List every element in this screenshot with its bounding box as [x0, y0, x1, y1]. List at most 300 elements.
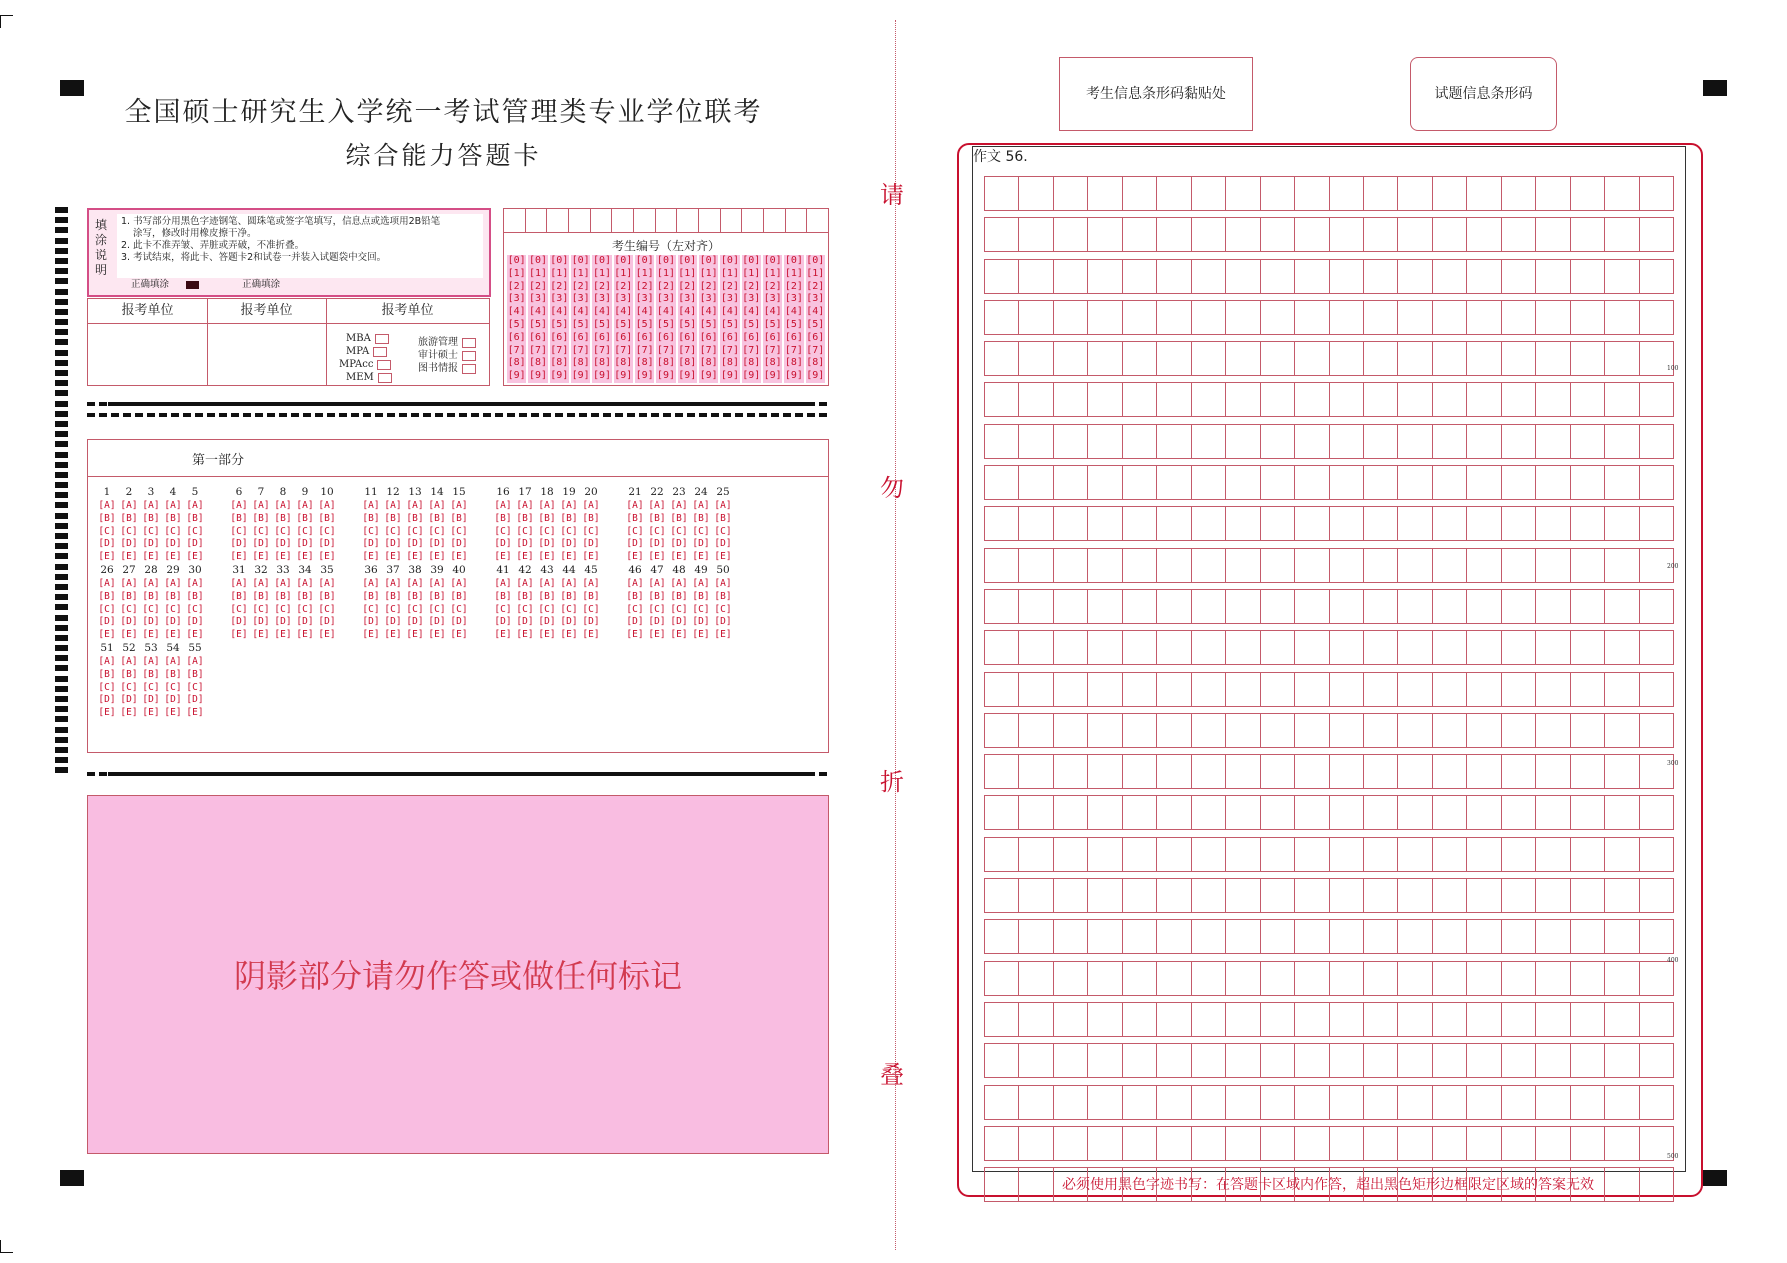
essay-cell[interactable]	[1295, 796, 1329, 829]
essay-cell[interactable]	[1330, 507, 1364, 540]
choice-bubble[interactable]: [E]	[428, 551, 446, 563]
choice-bubble[interactable]: [B]	[274, 590, 292, 602]
exam-digit-bubble[interactable]: [9]	[550, 370, 569, 382]
choice-bubble[interactable]: [D]	[98, 694, 116, 706]
choice-bubble[interactable]: [C]	[384, 603, 402, 615]
essay-cell[interactable]	[1571, 1127, 1605, 1160]
exam-digit-bubble[interactable]: [0]	[763, 255, 782, 266]
essay-cell[interactable]	[1433, 673, 1467, 706]
essay-cell[interactable]	[1433, 383, 1467, 416]
choice-bubble[interactable]: [D]	[318, 538, 336, 550]
essay-cell[interactable]	[1330, 590, 1364, 623]
essay-cell[interactable]	[1398, 838, 1432, 871]
choice-bubble[interactable]: [D]	[252, 538, 270, 550]
essay-cell[interactable]	[1157, 838, 1191, 871]
essay-cell[interactable]	[1192, 383, 1226, 416]
choice-bubble[interactable]: [D]	[494, 538, 512, 550]
choice-bubble[interactable]: [E]	[406, 629, 424, 641]
choice-bubble[interactable]: [A]	[538, 578, 556, 589]
choice-bubble[interactable]: [E]	[538, 551, 556, 563]
essay-cell[interactable]	[1192, 838, 1226, 871]
essay-cell[interactable]	[1295, 218, 1329, 251]
essay-cell[interactable]	[1536, 177, 1570, 210]
choice-bubble[interactable]: [A]	[494, 500, 512, 511]
choice-bubble[interactable]: [A]	[560, 578, 578, 589]
essay-cell[interactable]	[1330, 796, 1364, 829]
essay-cell[interactable]	[1054, 301, 1088, 334]
choice-bubble[interactable]: [A]	[670, 578, 688, 589]
essay-cell[interactable]	[1330, 673, 1364, 706]
essay-cell[interactable]	[1192, 425, 1226, 458]
choice-bubble[interactable]: [C]	[120, 681, 138, 693]
exam-digit-bubble[interactable]: [9]	[656, 370, 675, 382]
essay-cell[interactable]	[1536, 342, 1570, 375]
choice-bubble[interactable]: [B]	[142, 668, 160, 680]
choice-bubble[interactable]: [C]	[362, 525, 380, 537]
essay-cell[interactable]	[1433, 177, 1467, 210]
choice-bubble[interactable]: [D]	[186, 538, 204, 550]
essay-cell[interactable]	[1261, 755, 1295, 788]
essay-cell[interactable]	[985, 673, 1019, 706]
choice-bubble[interactable]: [E]	[164, 551, 182, 563]
exam-digit-box[interactable]	[634, 209, 656, 233]
question-barcode-area[interactable]: 试题信息条形码	[1410, 57, 1557, 131]
essay-cell[interactable]	[1088, 425, 1122, 458]
essay-cell[interactable]	[1192, 1003, 1226, 1036]
essay-cell[interactable]	[1605, 631, 1639, 664]
choice-bubble[interactable]: [E]	[626, 551, 644, 563]
exam-digit-bubble[interactable]: [0]	[528, 255, 548, 266]
exam-digit-bubble[interactable]: [1]	[678, 267, 697, 279]
essay-cell[interactable]	[1019, 1003, 1053, 1036]
exam-digit-bubble[interactable]: [9]	[592, 370, 611, 382]
essay-cell[interactable]	[1330, 1127, 1364, 1160]
exam-digit-bubble[interactable]: [2]	[528, 280, 548, 292]
essay-cell[interactable]	[1605, 1003, 1639, 1036]
choice-bubble[interactable]: [E]	[494, 551, 512, 563]
choice-bubble[interactable]: [E]	[252, 629, 270, 641]
essay-cell[interactable]	[1261, 838, 1295, 871]
essay-cell[interactable]	[1088, 507, 1122, 540]
essay-cell[interactable]	[1295, 177, 1329, 210]
essay-cell[interactable]	[1330, 962, 1364, 995]
essay-cell[interactable]	[1330, 383, 1364, 416]
choice-bubble[interactable]: [C]	[692, 603, 710, 615]
essay-cell[interactable]	[1226, 549, 1260, 582]
essay-cell[interactable]	[1295, 1127, 1329, 1160]
essay-cell[interactable]	[1226, 631, 1260, 664]
essay-cell[interactable]	[1019, 714, 1053, 747]
essay-cell[interactable]	[1330, 1086, 1364, 1119]
essay-cell[interactable]	[985, 177, 1019, 210]
essay-cell[interactable]	[1364, 260, 1398, 293]
essay-cell[interactable]	[1019, 1127, 1053, 1160]
exam-digit-bubble[interactable]: [3]	[550, 293, 569, 305]
essay-cell[interactable]	[1398, 920, 1432, 953]
exam-digit-bubble[interactable]: [5]	[806, 318, 825, 330]
essay-cell[interactable]	[1019, 218, 1053, 251]
essay-cell[interactable]	[1157, 507, 1191, 540]
essay-cell[interactable]	[1433, 755, 1467, 788]
essay-cell[interactable]	[1364, 1127, 1398, 1160]
choice-bubble[interactable]: [E]	[560, 629, 578, 641]
exam-digit-bubble[interactable]: [2]	[699, 280, 718, 292]
choice-bubble[interactable]: [E]	[274, 551, 292, 563]
essay-cell[interactable]	[1640, 466, 1673, 499]
exam-digit-bubble[interactable]: [6]	[550, 331, 569, 343]
essay-cell[interactable]	[1640, 879, 1673, 912]
choice-bubble[interactable]: [D]	[648, 538, 666, 550]
essay-cell[interactable]	[1605, 1044, 1639, 1077]
choice-bubble[interactable]: [B]	[186, 512, 204, 524]
exam-digit-box[interactable]	[656, 209, 678, 233]
choice-bubble[interactable]: [D]	[384, 616, 402, 628]
essay-cell[interactable]	[1571, 755, 1605, 788]
choice-bubble[interactable]: [D]	[494, 616, 512, 628]
essay-cell[interactable]	[1433, 466, 1467, 499]
exam-digit-bubble[interactable]: [0]	[720, 255, 739, 266]
essay-cell[interactable]	[1192, 301, 1226, 334]
exam-digit-bubble[interactable]: [5]	[614, 318, 633, 330]
essay-cell[interactable]	[1467, 507, 1501, 540]
essay-cell[interactable]	[1123, 590, 1157, 623]
exam-digit-bubble[interactable]: [1]	[699, 267, 718, 279]
exam-digit-bubble[interactable]: [6]	[528, 331, 548, 343]
essay-cell[interactable]	[1261, 1003, 1295, 1036]
essay-cell[interactable]	[1467, 1086, 1501, 1119]
exam-digit-bubble[interactable]: [3]	[763, 293, 782, 305]
choice-bubble[interactable]: [B]	[428, 512, 446, 524]
essay-cell[interactable]	[1398, 962, 1432, 995]
essay-cell[interactable]	[1261, 260, 1295, 293]
essay-cell[interactable]	[1467, 879, 1501, 912]
choice-bubble[interactable]: [B]	[164, 512, 182, 524]
essay-cell[interactable]	[1123, 920, 1157, 953]
exam-digit-bubble[interactable]: [2]	[614, 280, 633, 292]
exam-digit-box[interactable]	[526, 209, 548, 233]
choice-bubble[interactable]: [C]	[296, 525, 314, 537]
essay-cell[interactable]	[1157, 383, 1191, 416]
essay-cell[interactable]	[1330, 466, 1364, 499]
essay-cell[interactable]	[1433, 714, 1467, 747]
choice-bubble[interactable]: [D]	[384, 538, 402, 550]
exam-digit-bubble[interactable]: [8]	[592, 357, 611, 369]
exam-digit-bubble[interactable]: [0]	[550, 255, 569, 266]
choice-bubble[interactable]: [C]	[164, 681, 182, 693]
choice-bubble[interactable]: [A]	[384, 500, 402, 511]
essay-cell[interactable]	[1467, 1003, 1501, 1036]
essay-cell[interactable]	[1123, 507, 1157, 540]
essay-cell[interactable]	[1502, 425, 1536, 458]
choice-bubble[interactable]: [B]	[670, 590, 688, 602]
essay-cell[interactable]	[1157, 1044, 1191, 1077]
essay-cell[interactable]	[1502, 714, 1536, 747]
choice-bubble[interactable]: [E]	[714, 629, 732, 641]
choice-bubble[interactable]: [C]	[164, 525, 182, 537]
essay-cell[interactable]	[1261, 920, 1295, 953]
essay-cell[interactable]	[1571, 507, 1605, 540]
choice-bubble[interactable]: [B]	[252, 512, 270, 524]
choice-bubble[interactable]: [B]	[494, 590, 512, 602]
exam-digit-bubble[interactable]: [1]	[528, 267, 548, 279]
essay-cell[interactable]	[1088, 838, 1122, 871]
essay-cell[interactable]	[1295, 507, 1329, 540]
essay-cell[interactable]	[1640, 796, 1673, 829]
essay-cell[interactable]	[1502, 879, 1536, 912]
choice-bubble[interactable]: [B]	[648, 590, 666, 602]
choice-bubble[interactable]: [C]	[494, 603, 512, 615]
choice-bubble[interactable]: [B]	[428, 590, 446, 602]
choice-bubble[interactable]: [E]	[626, 629, 644, 641]
essay-cell[interactable]	[1502, 838, 1536, 871]
choice-bubble[interactable]: [C]	[648, 603, 666, 615]
choice-bubble[interactable]: [B]	[318, 590, 336, 602]
choice-bubble[interactable]: [B]	[362, 590, 380, 602]
essay-cell[interactable]	[1019, 177, 1053, 210]
essay-cell[interactable]	[1192, 920, 1226, 953]
essay-cell[interactable]	[1502, 549, 1536, 582]
choice-bubble[interactable]: [D]	[450, 538, 468, 550]
choice-bubble[interactable]: [D]	[538, 616, 556, 628]
essay-cell[interactable]	[1295, 673, 1329, 706]
choice-bubble[interactable]: [B]	[450, 512, 468, 524]
choice-bubble[interactable]: [D]	[186, 616, 204, 628]
essay-cell[interactable]	[1536, 1044, 1570, 1077]
essay-cell[interactable]	[1433, 507, 1467, 540]
choice-bubble[interactable]: [C]	[230, 525, 248, 537]
exam-digit-bubble[interactable]: [5]	[528, 318, 548, 330]
choice-bubble[interactable]: [E]	[98, 551, 116, 563]
essay-cell[interactable]	[1019, 1044, 1053, 1077]
choice-bubble[interactable]: [E]	[714, 551, 732, 563]
essay-cell[interactable]	[1123, 342, 1157, 375]
exam-digit-bubble[interactable]: [8]	[635, 357, 654, 369]
choice-bubble[interactable]: [B]	[450, 590, 468, 602]
choice-bubble[interactable]: [A]	[516, 500, 534, 511]
exam-digit-bubble[interactable]: [9]	[763, 370, 782, 382]
choice-bubble[interactable]: [B]	[98, 512, 116, 524]
essay-cell[interactable]	[1536, 796, 1570, 829]
essay-cell[interactable]	[1088, 218, 1122, 251]
essay-cell[interactable]	[985, 1044, 1019, 1077]
essay-cell[interactable]	[1605, 714, 1639, 747]
essay-cell[interactable]	[1295, 838, 1329, 871]
choice-bubble[interactable]: [B]	[626, 512, 644, 524]
choice-bubble[interactable]: [C]	[230, 603, 248, 615]
exam-digit-bubble[interactable]: [9]	[720, 370, 739, 382]
exam-digit-bubble[interactable]: [6]	[614, 331, 633, 343]
choice-bubble[interactable]: [E]	[98, 707, 116, 719]
essay-cell[interactable]	[1295, 755, 1329, 788]
essay-cell[interactable]	[1330, 301, 1364, 334]
exam-digit-bubble[interactable]: [1]	[635, 267, 654, 279]
essay-cell[interactable]	[1261, 714, 1295, 747]
essay-cell[interactable]	[1019, 631, 1053, 664]
essay-cell[interactable]	[1192, 590, 1226, 623]
exam-digit-bubble[interactable]: [5]	[507, 318, 526, 330]
choice-bubble[interactable]: [C]	[362, 603, 380, 615]
essay-cell[interactable]	[1467, 796, 1501, 829]
choice-bubble[interactable]: [A]	[274, 500, 292, 511]
essay-cell[interactable]	[1502, 507, 1536, 540]
choice-bubble[interactable]: [A]	[560, 500, 578, 511]
choice-bubble[interactable]: [B]	[714, 512, 732, 524]
choice-bubble[interactable]: [A]	[494, 578, 512, 589]
choice-bubble[interactable]: [A]	[120, 656, 138, 667]
choice-bubble[interactable]: [D]	[582, 538, 600, 550]
choice-bubble[interactable]: [B]	[494, 512, 512, 524]
essay-cell[interactable]	[1157, 342, 1191, 375]
essay-cell[interactable]	[1157, 590, 1191, 623]
essay-cell[interactable]	[1019, 549, 1053, 582]
essay-cell[interactable]	[1467, 714, 1501, 747]
essay-cell[interactable]	[1054, 383, 1088, 416]
essay-cell[interactable]	[1261, 1127, 1295, 1160]
essay-cell[interactable]	[1640, 177, 1673, 210]
essay-cell[interactable]	[1467, 549, 1501, 582]
essay-cell[interactable]	[1502, 1086, 1536, 1119]
choice-bubble[interactable]: [D]	[406, 538, 424, 550]
essay-cell[interactable]	[985, 383, 1019, 416]
essay-cell[interactable]	[985, 962, 1019, 995]
essay-cell[interactable]	[1330, 755, 1364, 788]
unit-write-box[interactable]	[88, 324, 207, 384]
essay-cell[interactable]	[1571, 177, 1605, 210]
exam-digit-bubble[interactable]: [4]	[784, 306, 803, 318]
exam-digit-box[interactable]	[547, 209, 569, 233]
choice-bubble[interactable]: [E]	[98, 629, 116, 641]
essay-cell[interactable]	[1261, 301, 1295, 334]
choice-bubble[interactable]: [D]	[164, 538, 182, 550]
essay-cell[interactable]	[1605, 962, 1639, 995]
exam-digit-bubble[interactable]: [4]	[699, 306, 718, 318]
essay-cell[interactable]	[985, 920, 1019, 953]
essay-cell[interactable]	[1226, 838, 1260, 871]
essay-cell[interactable]	[1157, 879, 1191, 912]
exam-digit-bubble[interactable]: [4]	[571, 306, 590, 318]
choice-bubble[interactable]: [B]	[516, 512, 534, 524]
essay-cell[interactable]	[1157, 673, 1191, 706]
essay-cell[interactable]	[1467, 1044, 1501, 1077]
exam-digit-bubble[interactable]: [6]	[742, 331, 761, 343]
choice-bubble[interactable]: [E]	[582, 629, 600, 641]
choice-bubble[interactable]: [D]	[296, 538, 314, 550]
essay-cell[interactable]	[1226, 755, 1260, 788]
essay-cell[interactable]	[1536, 879, 1570, 912]
choice-bubble[interactable]: [D]	[714, 538, 732, 550]
choice-bubble[interactable]: [A]	[252, 500, 270, 511]
choice-bubble[interactable]: [C]	[670, 525, 688, 537]
essay-cell[interactable]	[1192, 796, 1226, 829]
essay-cell[interactable]	[985, 631, 1019, 664]
essay-cell[interactable]	[1157, 962, 1191, 995]
exam-digit-bubble[interactable]: [8]	[699, 357, 718, 369]
essay-cell[interactable]	[1536, 962, 1570, 995]
essay-cell[interactable]	[1054, 218, 1088, 251]
choice-bubble[interactable]: [C]	[142, 525, 160, 537]
choice-bubble[interactable]: [A]	[582, 500, 600, 511]
choice-bubble[interactable]: [B]	[186, 668, 204, 680]
essay-cell[interactable]	[1398, 301, 1432, 334]
essay-cell[interactable]	[1536, 383, 1570, 416]
essay-cell[interactable]	[1157, 549, 1191, 582]
essay-cell[interactable]	[1157, 260, 1191, 293]
essay-cell[interactable]	[1364, 1086, 1398, 1119]
choice-bubble[interactable]: [A]	[648, 500, 666, 511]
choice-bubble[interactable]: [E]	[186, 551, 204, 563]
choice-bubble[interactable]: [A]	[450, 578, 468, 589]
essay-cell[interactable]	[1123, 879, 1157, 912]
essay-cell[interactable]	[1571, 1003, 1605, 1036]
essay-cell[interactable]	[1364, 590, 1398, 623]
essay-cell[interactable]	[1605, 218, 1639, 251]
essay-cell[interactable]	[1261, 218, 1295, 251]
choice-bubble[interactable]: [C]	[252, 603, 270, 615]
exam-digit-bubble[interactable]: [9]	[507, 370, 526, 382]
essay-cell[interactable]	[1502, 962, 1536, 995]
essay-cell[interactable]	[1364, 342, 1398, 375]
essay-cell[interactable]	[1088, 1086, 1122, 1119]
choice-bubble[interactable]: [B]	[406, 590, 424, 602]
choice-bubble[interactable]: [C]	[692, 525, 710, 537]
choice-bubble[interactable]: [B]	[142, 590, 160, 602]
exam-digit-bubble[interactable]: [7]	[528, 344, 548, 356]
choice-bubble[interactable]: [A]	[120, 500, 138, 511]
choice-bubble[interactable]: [E]	[296, 551, 314, 563]
essay-cell[interactable]	[1261, 466, 1295, 499]
essay-cell[interactable]	[1433, 1086, 1467, 1119]
essay-cell[interactable]	[1330, 714, 1364, 747]
essay-cell[interactable]	[1398, 383, 1432, 416]
exam-digit-bubble[interactable]: [5]	[720, 318, 739, 330]
essay-cell[interactable]	[1467, 425, 1501, 458]
exam-digit-bubble[interactable]: [4]	[507, 306, 526, 318]
choice-bubble[interactable]: [E]	[318, 629, 336, 641]
essay-cell[interactable]	[1571, 590, 1605, 623]
essay-cell[interactable]	[1398, 879, 1432, 912]
exam-digit-bubble[interactable]: [7]	[742, 344, 761, 356]
essay-cell[interactable]	[1054, 260, 1088, 293]
essay-cell[interactable]	[1433, 838, 1467, 871]
essay-cell[interactable]	[1467, 590, 1501, 623]
essay-cell[interactable]	[1467, 920, 1501, 953]
choice-bubble[interactable]: [D]	[186, 694, 204, 706]
choice-bubble[interactable]: [D]	[362, 616, 380, 628]
essay-cell[interactable]	[1571, 1044, 1605, 1077]
essay-cell[interactable]	[1640, 631, 1673, 664]
choice-bubble[interactable]: [A]	[450, 500, 468, 511]
exam-digit-bubble[interactable]: [4]	[550, 306, 569, 318]
exam-digit-bubble[interactable]: [1]	[763, 267, 782, 279]
choice-bubble[interactable]: [E]	[428, 629, 446, 641]
essay-cell[interactable]	[1088, 177, 1122, 210]
essay-cell[interactable]	[1502, 1127, 1536, 1160]
exam-digit-bubble[interactable]: [8]	[550, 357, 569, 369]
essay-cell[interactable]	[1571, 301, 1605, 334]
choice-bubble[interactable]: [D]	[516, 616, 534, 628]
essay-cell[interactable]	[1192, 342, 1226, 375]
exam-digit-bubble[interactable]: [0]	[678, 255, 697, 266]
choice-bubble[interactable]: [A]	[98, 656, 116, 667]
essay-cell[interactable]	[1502, 920, 1536, 953]
exam-digit-bubble[interactable]: [3]	[699, 293, 718, 305]
exam-digit-bubble[interactable]: [5]	[763, 318, 782, 330]
choice-bubble[interactable]: [B]	[318, 512, 336, 524]
essay-cell[interactable]	[1054, 755, 1088, 788]
essay-cell[interactable]	[1364, 714, 1398, 747]
choice-bubble[interactable]: [E]	[142, 551, 160, 563]
choice-bubble[interactable]: [A]	[98, 500, 116, 511]
